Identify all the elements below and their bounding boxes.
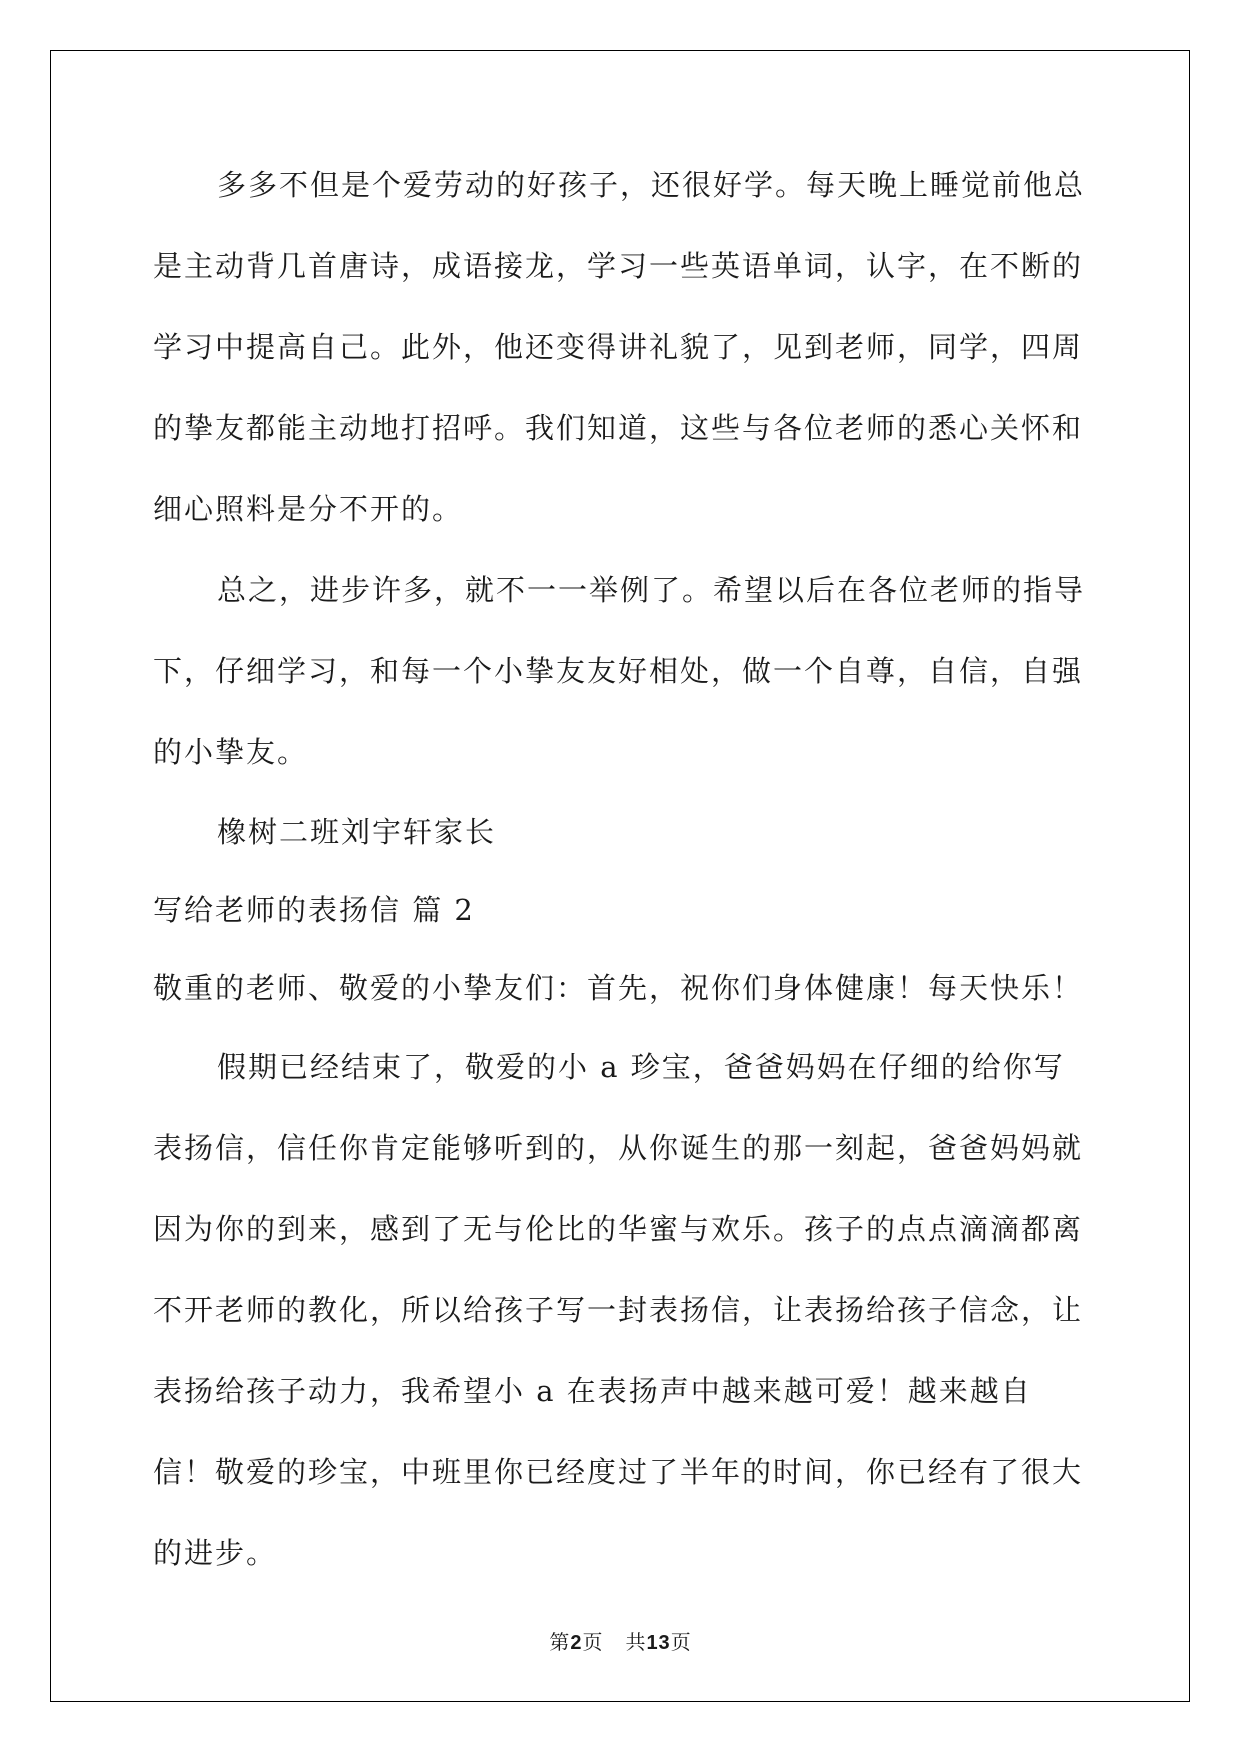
signature-parent: 橡树二班刘宇轩家长 [217, 815, 497, 849]
paragraph-summary: 总之，进步许多，就不一一举例了。希望以后在各位老师的指导下，仔细学习，和每一个小挚友友好相处，做一个自尊，自信，自强的小挚友。 [153, 573, 1086, 769]
footer-total-prefix: 共 [625, 1630, 647, 1654]
salutation: 敬重的老师、敬爱的小挚友们：首先，祝你们身体健康！每天快乐！ [153, 971, 1084, 1005]
footer-page-prefix: 第 [549, 1630, 571, 1654]
footer-page-unit: 页 [582, 1630, 604, 1654]
paragraph-letter-body: 假期已经结束了，敬爱的小 a 珍宝，爸爸妈妈在仔细的给你写表扬信，信任你肯定能够听到的，从你诞生的那一刻起，爸爸妈妈就因为你的到来，感到了无与伦比的华蜜与欢乐。孩子的点点滴滴都离不开老师的教化，所以给孩子写一封表扬信，让表扬给孩子信念，让表扬给孩子动力，我希望小 a 在表扬声中越来越可爱！越来越自信！敬爱的珍宝，中班里你已经度过了半年的时间，你已经有了很大的进步。 [153, 1050, 1084, 1570]
footer-total-unit: 页 [670, 1630, 692, 1654]
document-body [153, 145, 1089, 1594]
footer-page-total: 13 [646, 1632, 671, 1654]
page-footer [0, 1626, 1241, 1655]
paragraph-diligent-child: 多多不但是个爱劳动的好孩子，还很好学。每天晚上睡觉前他总是主动背几首唐诗，成语接龙，学习一些英语单词，认字，在不断的学习中提高自己。此外，他还变得讲礼貌了，见到老师，同学，四周的挚友都能主动地打招呼。我们知道，这些与各位老师的悉心关怀和细心照料是分不开的。 [153, 168, 1086, 526]
footer-page-current: 2 [570, 1632, 583, 1654]
section-heading: 写给老师的表扬信 篇 2 [153, 893, 475, 927]
